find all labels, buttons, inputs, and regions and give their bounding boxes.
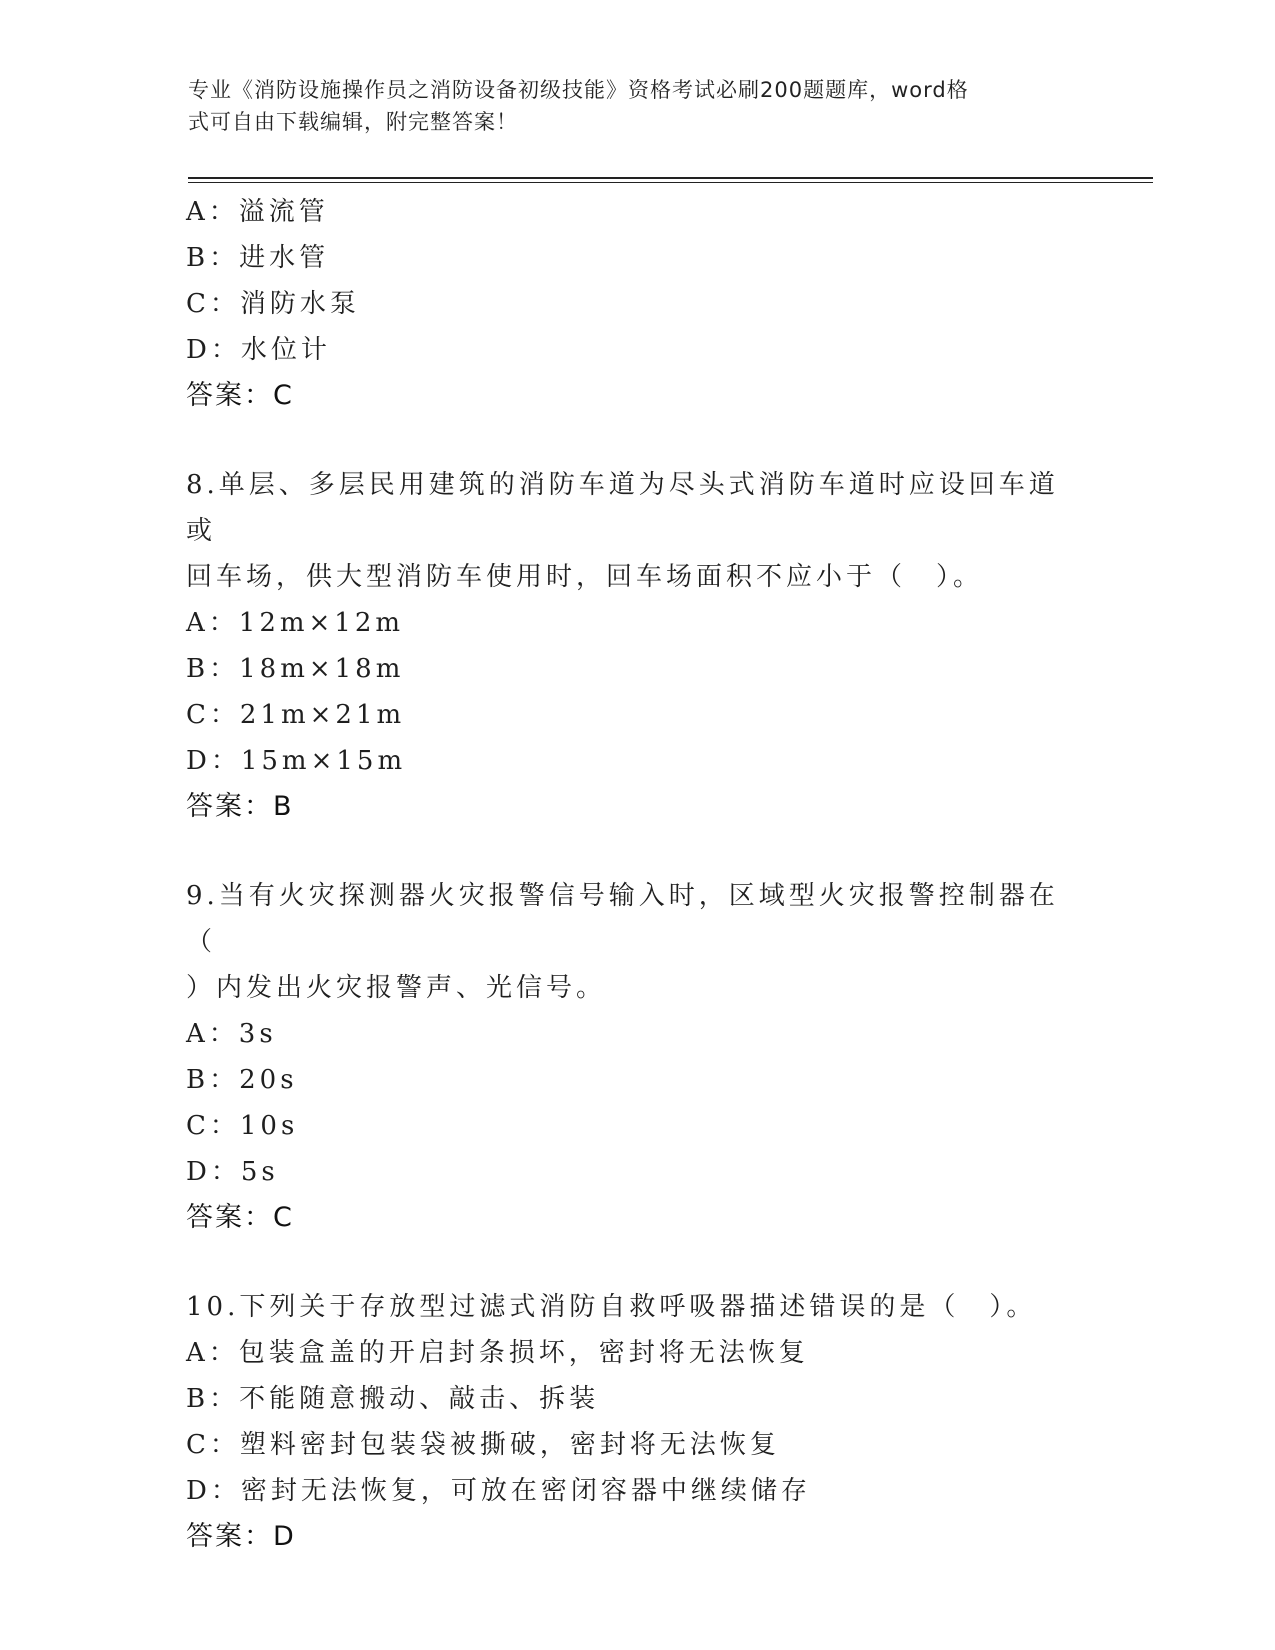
option-d: D：密封无法恢复，可放在密闭容器中继续储存	[186, 1476, 811, 1506]
option-a: A：包装盒盖的开启封条损坏，密封将无法恢复	[186, 1338, 809, 1368]
option-a: A：3s	[186, 1019, 277, 1049]
document-title	[188, 74, 1068, 138]
question-10	[186, 1284, 1086, 1560]
document-title-line-2: 式可自由下载编辑，附完整答案！	[188, 110, 518, 134]
header-divider-thick	[188, 177, 1153, 179]
question-8	[186, 462, 1086, 830]
option-b: B：不能随意搬动、敲击、拆装	[186, 1384, 600, 1414]
answer: 答案：B	[186, 791, 294, 822]
question-text-line-1: 9.当有火灾探测器火灾报警信号输入时，区域型火灾报警控制器在（	[186, 881, 1059, 957]
option-c: C：21m×21m	[186, 700, 406, 730]
question-text-line-1: 8.单层、多层民用建筑的消防车道为尽头式消防车道时应设回车道或	[186, 470, 1059, 546]
question-text-line-2: ）内发出火灾报警声、光信号。	[186, 973, 607, 1003]
option-d: D：15m×15m	[186, 746, 407, 776]
option-d: D：水位计	[186, 335, 331, 365]
answer: 答案：C	[186, 380, 294, 411]
option-c: C：10s	[186, 1111, 299, 1141]
header-divider-thin	[188, 182, 1153, 183]
question-text-line-1: 10.下列关于存放型过滤式消防自救呼吸器描述错误的是（ ）。	[186, 1292, 1037, 1322]
option-b: B：18m×18m	[186, 654, 405, 684]
option-b: B：20s	[186, 1065, 298, 1095]
answer: 答案：D	[186, 1521, 296, 1552]
option-c: C：消防水泵	[186, 289, 360, 319]
question-text-line-2: 回车场，供大型消防车使用时，回车场面积不应小于（ ）。	[186, 562, 984, 592]
question-list	[186, 189, 1086, 1560]
question-7	[186, 189, 1086, 419]
document-title-line-1: 专业《消防设施操作员之消防设备初级技能》资格考试必刷200题题库，word格	[188, 78, 969, 102]
option-c: C：塑料密封包装袋被撕破，密封将无法恢复	[186, 1430, 780, 1460]
option-d: D：5s	[186, 1157, 279, 1187]
question-9	[186, 873, 1086, 1241]
answer: 答案：C	[186, 1202, 294, 1233]
option-a: A：12m×12m	[186, 608, 405, 638]
option-a: A：溢流管	[186, 197, 329, 227]
option-b: B：进水管	[186, 243, 330, 273]
